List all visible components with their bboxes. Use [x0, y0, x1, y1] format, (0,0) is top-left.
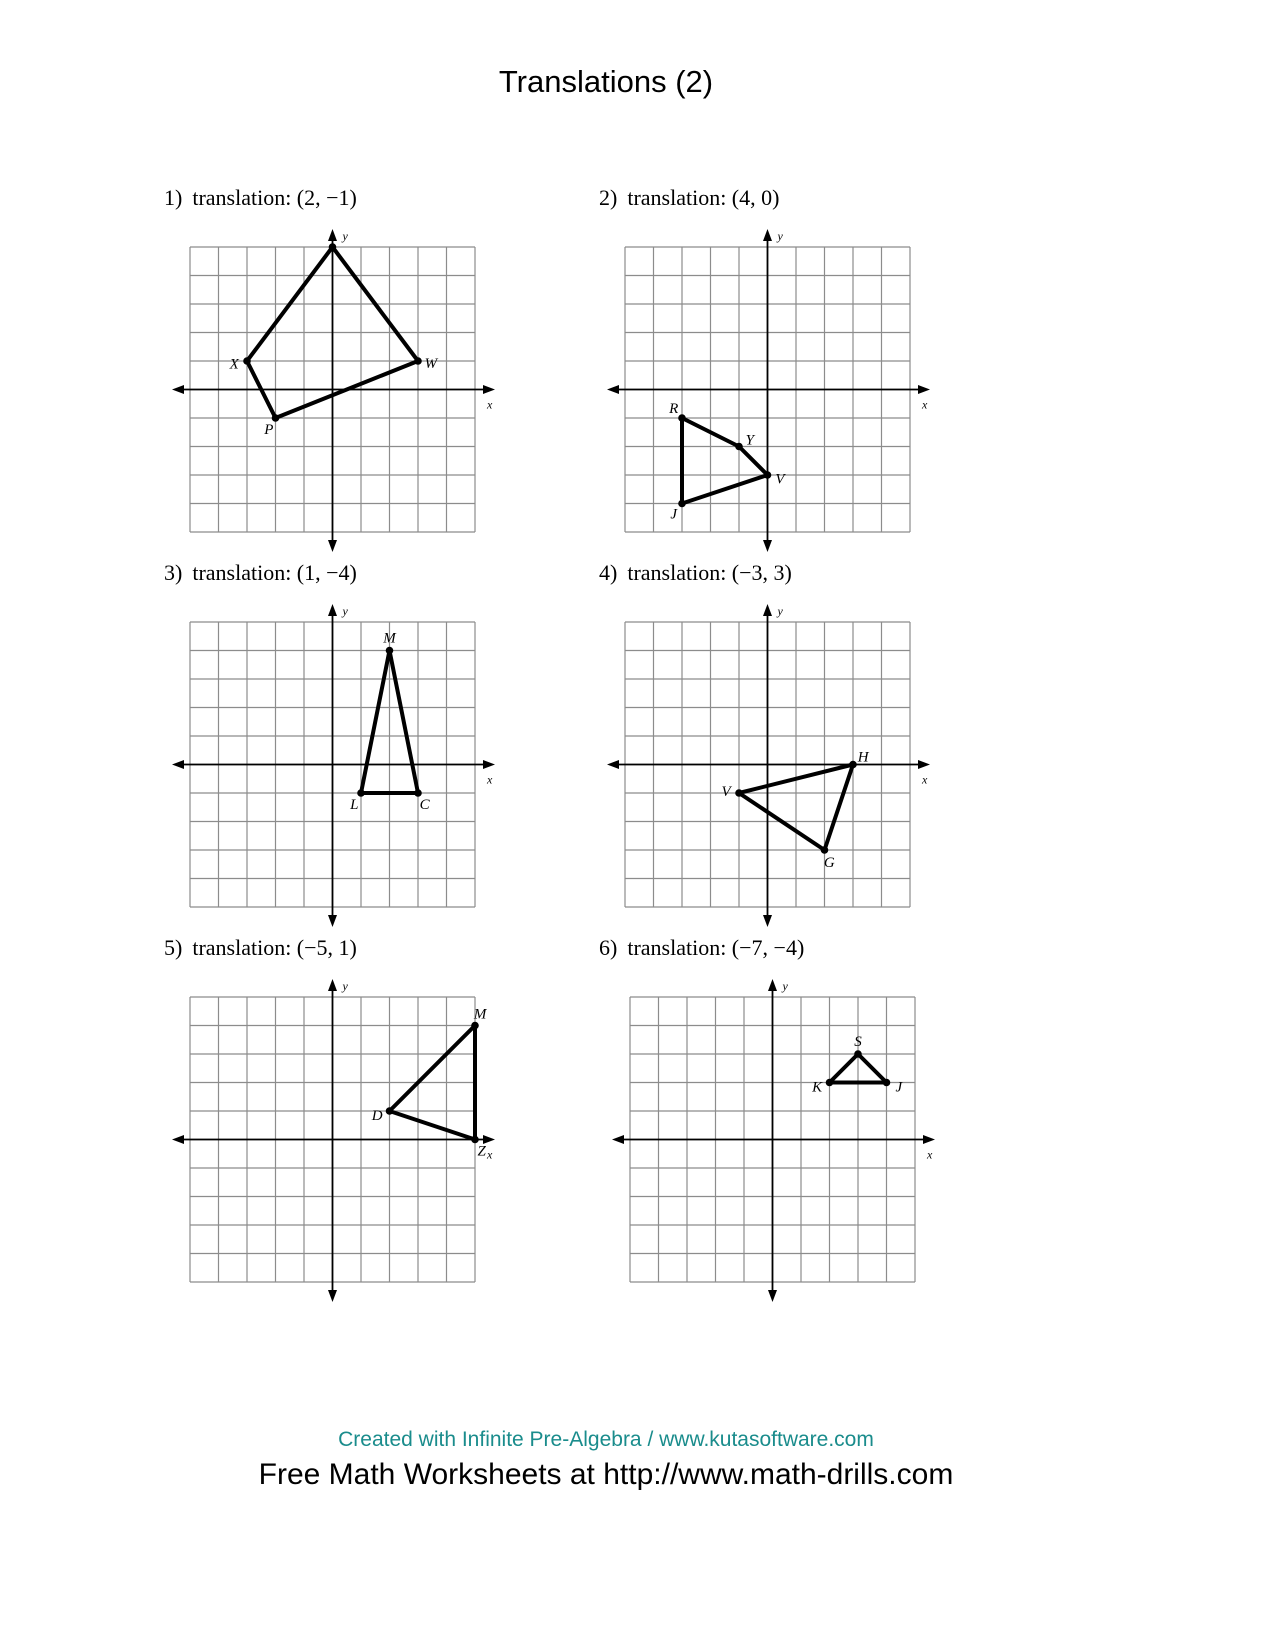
vertex-label: M	[473, 1006, 487, 1023]
problem-6	[599, 935, 1019, 1315]
x-axis-arrow-left	[172, 1135, 184, 1144]
vertex-point	[386, 647, 394, 655]
coordinate-grid	[599, 185, 950, 562]
problem-number: 6)	[599, 935, 618, 960]
y-axis-label: y	[777, 604, 783, 618]
vertex-point	[414, 357, 422, 365]
vertex-label: Z	[477, 1143, 486, 1160]
y-axis-arrow-up	[768, 979, 777, 991]
vertex-point	[826, 1079, 834, 1087]
y-axis-label: y	[342, 604, 348, 618]
vertex-point	[678, 500, 686, 508]
problem-label: translation: (−7, −4)	[627, 935, 805, 960]
vertex-label: H	[857, 749, 869, 766]
y-axis-arrow-up	[328, 604, 337, 616]
y-axis-arrow-up	[328, 979, 337, 991]
problem-2	[599, 185, 1019, 565]
coordinate-grid	[164, 935, 515, 1312]
x-axis-arrow-left	[172, 760, 184, 769]
vertex-point	[471, 1136, 479, 1144]
coordinate-grid	[599, 560, 950, 937]
vertex-point	[764, 471, 772, 479]
coordinate-grid	[164, 185, 515, 562]
coordinate-grid	[164, 560, 515, 937]
vertex-label: C	[419, 797, 430, 814]
y-axis-arrow-up	[328, 229, 337, 241]
vertex-point	[821, 846, 829, 854]
page-title: Translations (2)	[498, 64, 714, 99]
x-axis-arrow-right	[918, 760, 930, 769]
vertex-label: X	[229, 356, 239, 373]
problem-number: 5)	[164, 935, 183, 960]
y-axis-label: y	[782, 979, 788, 993]
vertex-label: V	[721, 784, 731, 801]
problem-number: 1)	[164, 185, 183, 210]
vertex-point	[243, 357, 251, 365]
vertex-point	[386, 1107, 394, 1115]
problem-4	[599, 560, 1019, 940]
x-axis-label: x	[487, 397, 493, 412]
y-axis-arrow-down	[328, 1290, 337, 1302]
vertex-label: J	[670, 506, 678, 523]
vertex-point	[329, 243, 337, 251]
problem-label: translation: (4, 0)	[627, 185, 780, 210]
vertex-label: R	[669, 401, 679, 418]
vertex-point	[471, 1022, 479, 1030]
vertex-point	[272, 414, 280, 422]
footer-credit: Created with Infinite Pre-Algebra / www.kutasoftware.com	[338, 1428, 874, 1451]
problem-number: 4)	[599, 560, 618, 585]
y-axis-arrow-down	[763, 540, 772, 552]
vertex-point	[849, 761, 857, 769]
coordinate-grid	[599, 935, 955, 1312]
figure-polygon	[682, 418, 768, 504]
vertex-point	[854, 1050, 862, 1058]
y-axis-label: y	[342, 979, 348, 993]
x-axis-arrow-right	[483, 385, 495, 394]
vertex-label: S	[854, 1034, 862, 1050]
vertex-label: G	[823, 855, 835, 872]
y-axis-arrow-down	[328, 540, 337, 552]
problem-label: translation: (−5, 1)	[192, 935, 357, 960]
x-axis-arrow-left	[172, 385, 184, 394]
x-axis-label: x	[487, 772, 493, 787]
problem-1	[164, 185, 584, 565]
problem-label: translation: (2, −1)	[192, 185, 357, 210]
x-axis-label: x	[922, 772, 928, 787]
vertex-point	[735, 789, 743, 797]
y-axis-label: y	[777, 229, 783, 243]
vertex-label: P	[264, 422, 274, 439]
vertex-point	[357, 789, 365, 797]
vertex-label: V	[775, 471, 785, 488]
x-axis-label: x	[922, 397, 928, 412]
problem-label: translation: (−3, 3)	[627, 560, 792, 585]
y-axis-label: y	[342, 229, 348, 243]
problem-5	[164, 935, 584, 1315]
x-axis-arrow-right	[918, 385, 930, 394]
problem-number: 3)	[164, 560, 183, 585]
vertex-label: Y	[745, 432, 754, 449]
y-axis-arrow-down	[328, 915, 337, 927]
problem-3	[164, 560, 584, 940]
vertex-label: M	[383, 630, 396, 647]
y-axis-arrow-down	[763, 915, 772, 927]
x-axis-arrow-left	[612, 1135, 624, 1144]
x-axis-arrow-left	[607, 760, 619, 769]
footer-drills: Free Math Worksheets at http://www.math-drills.com	[258, 1458, 954, 1491]
x-axis-arrow-left	[607, 385, 619, 394]
vertex-point	[414, 789, 422, 797]
vertex-label: L	[350, 797, 359, 814]
x-axis-arrow-right	[483, 1135, 495, 1144]
vertex-point	[883, 1079, 891, 1087]
vertex-label: K	[812, 1079, 823, 1096]
x-axis-arrow-right	[483, 760, 495, 769]
y-axis-arrow-up	[763, 604, 772, 616]
problem-label: translation: (1, −4)	[192, 560, 357, 585]
vertex-point	[735, 443, 743, 451]
problem-number: 2)	[599, 185, 618, 210]
vertex-label: W	[424, 355, 438, 372]
y-axis-arrow-up	[763, 229, 772, 241]
vertex-label: J	[895, 1079, 903, 1096]
x-axis-label: x	[487, 1147, 493, 1162]
y-axis-arrow-down	[768, 1290, 777, 1302]
vertex-point	[678, 414, 686, 422]
vertex-label: D	[371, 1108, 383, 1125]
x-axis-label: x	[927, 1147, 933, 1162]
x-axis-arrow-right	[923, 1135, 935, 1144]
